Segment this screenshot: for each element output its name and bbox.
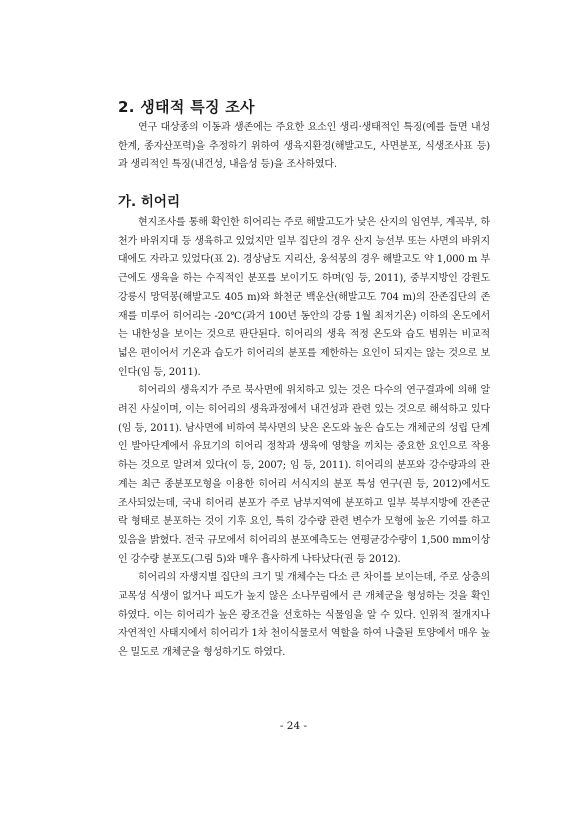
- page-number: - 24 -: [279, 720, 308, 732]
- body-paragraph: 히어리의 생육지가 주로 북사면에 위치하고 있는 것은 다수의 연구결과에 의해 알려진 사실이며, 이는 히어리의 생육과정에서 내건성과 관련 있는 것으로 해석하고 있다(임 등, 2011). 남사면에 비하여 북사면의 낮은 온도와 높은 습도는 개체군의 성립 단계인 발아단계에서 유묘기의 히어리 정착과 생육에 영향을 끼치는 중요한 요인으로 작용하는 것으로 알려져 있다(이 등, 2007; 임 등, 2011). 히어리의 분포와 강수량과의 관계는 최근 종분포모형을 이용한 히어리 서식지의 분포 특성 연구(권 등, 2012)에서도 조사되었는데, 국내 히어리 분포가 주로 남부지역에 분포하고 일부 북부지방에 잔존군락 형태로 분포하는 것이 기후 요인, 특히 강수량 관련 변수가 모형에 높은 기여를 하고 있음을 밝혔다. 전국 규모에서 히어리의 분포예측도는 연평균강수량이 1,500 mm이상인 강수량 분포도(그림 5)와 매우 흡사하게 나타났다(권 등 2012).: [118, 385, 490, 565]
- body-paragraph: 현지조사를 통해 확인한 히어리는 주로 해발고도가 낮은 산지의 임연부, 계곡부, 하천가 바위지대 등 생육하고 있었지만 일부 집단의 경우 산지 능선부 또는 사면의 바위지대에도 자라고 있었다(표 2). 경상남도 지리산, 웅석봉의 경우 해발고도 약 1,000 m 부근에도 생육을 하는 수직적인 분포를 보이기도 하며(임 등, 2011), 중부지방인 강원도 강릉시 망덕봉(해발고도 405 m)와 화천군 백운산(해발고도 704 m)의 잔존집단의 존재를 미루어 히어리는 -20℃(과거 100년 동안의 강릉 1월 최저기온) 이하의 온도에서는 내한성을 보이는 것으로 판단된다. 히어리의 생육 적정 온도와 습도 범위는 비교적 넓은 편이어서 기온과 습도가 히어리의 분포를 제한하는 요인이 되지는 않는 것으로 보인다(임 등, 2011).: [118, 217, 490, 378]
- body-paragraph: 히어리의 자생지별 집단의 크기 및 개체수는 다소 큰 차이를 보이는데, 주로 상층의 교목성 식생이 없거나 피도가 높지 않은 소나무림에서 큰 개체군을 형성하는 것을 확인하였다. 이는 히어리가 높은 광조건을 선호하는 식물임을 알 수 있다. 인위적 절개지나 자연적인 사태지에서 히어리가 1차 천이식물로서 역할을 하여 나출된 토양에서 매우 높은 밀도로 개체군을 형성하기도 하였다.: [118, 572, 490, 659]
- section-heading: 2. 생태적 특징 조사: [118, 98, 255, 116]
- section-intro: [118, 119, 490, 175]
- intro-paragraph: 연구 대상종의 이동과 생존에는 주요한 요소인 생리·생태적인 특징(예를 들면 내성한계, 종자산포력)을 추정하기 위하여 생육지환경(해발고도, 사면분포, 식생조사표 등)과 생리적인 특징(내건성, 내음성 등)을 조사하였다.: [118, 122, 490, 171]
- subsection-body: [118, 214, 490, 663]
- subsection-heading: 가. 히어리: [118, 194, 180, 210]
